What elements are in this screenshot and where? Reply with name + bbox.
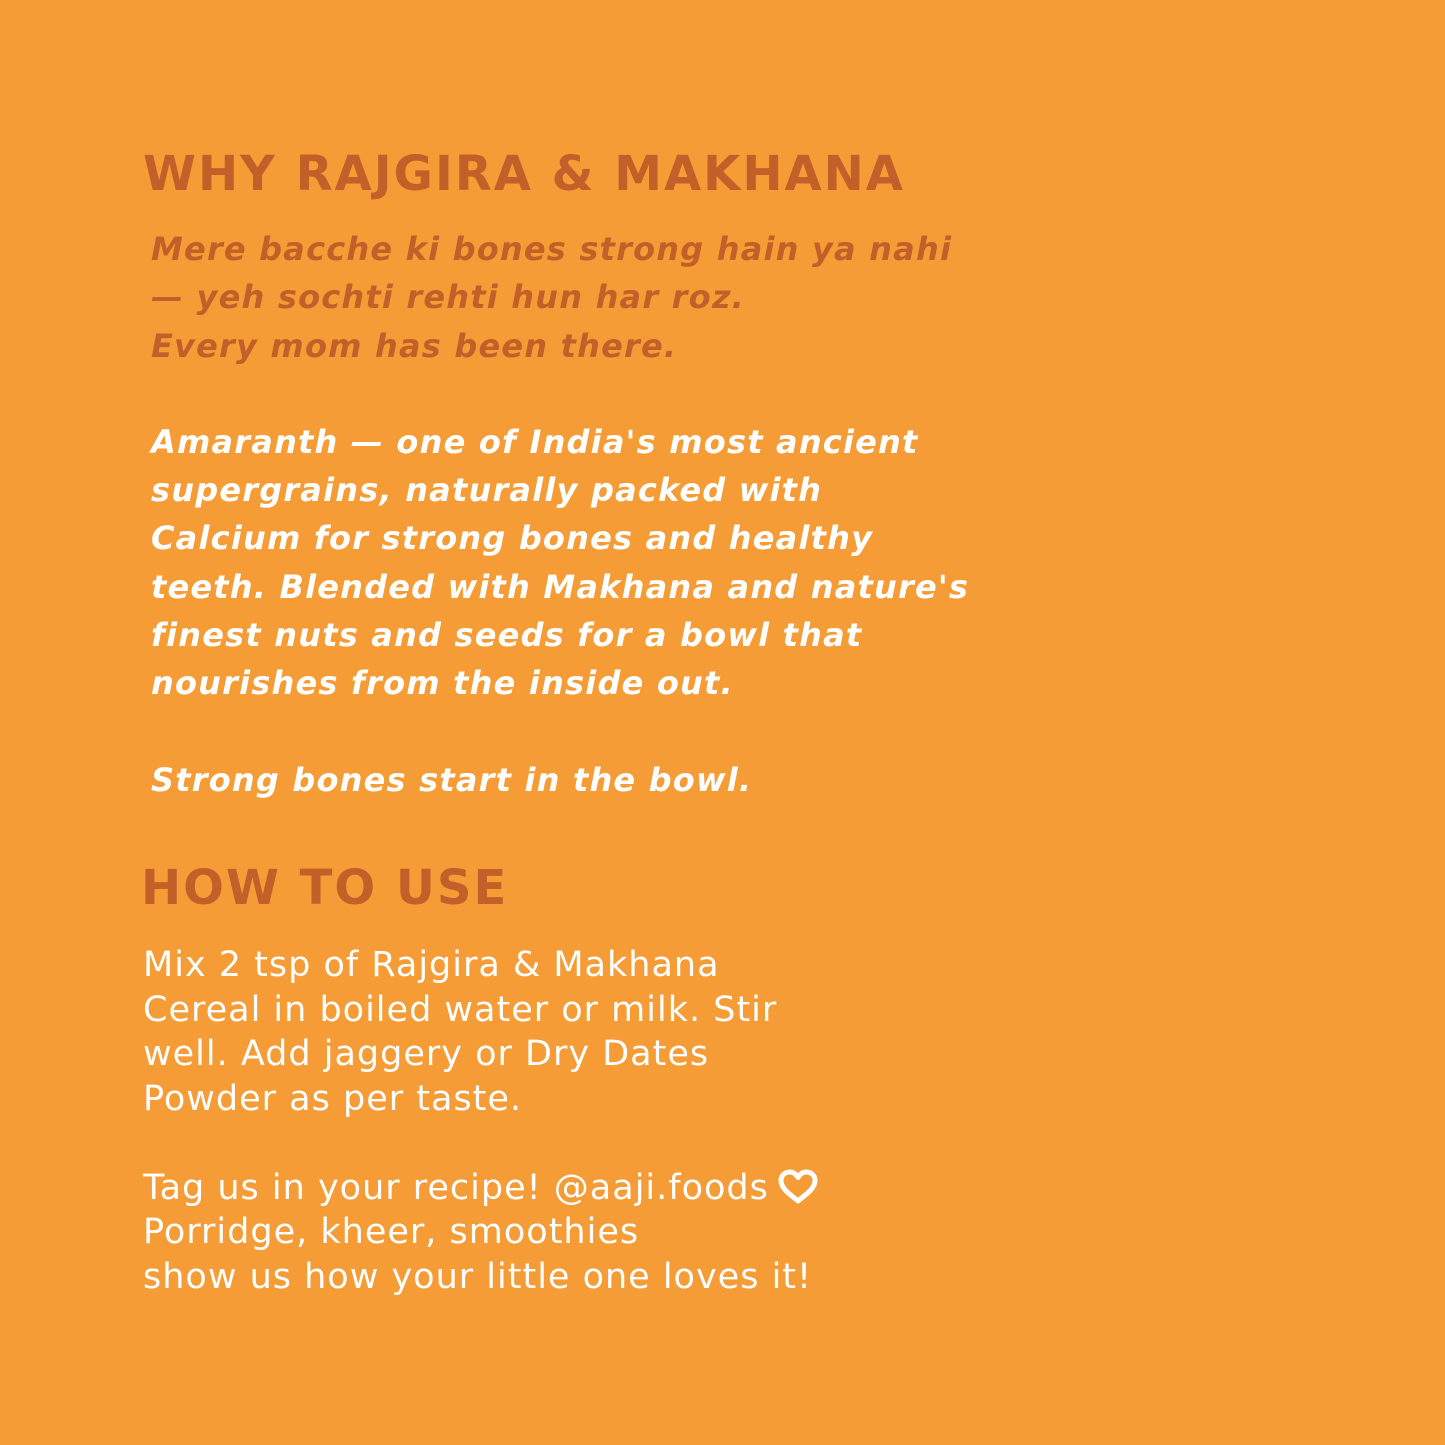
spacer bbox=[143, 1121, 1003, 1166]
body-line: Calcium for strong bones and healthy bbox=[151, 519, 874, 558]
amaranth-paragraph bbox=[151, 418, 1031, 708]
instruction-line: Powder as per taste. bbox=[143, 1078, 523, 1119]
spacer bbox=[151, 370, 1031, 418]
body-line: finest nuts and seeds for a bowl that bbox=[151, 616, 863, 655]
intro-line: Mere bacche ki bones strong hain ya nahi bbox=[151, 230, 953, 268]
body-line: Amaranth — one of India's most ancient bbox=[151, 422, 919, 461]
tag-paragraph bbox=[143, 1166, 1003, 1300]
body-line: nourishes from the inside out. bbox=[151, 664, 734, 703]
tagline bbox=[151, 756, 1031, 804]
closing-line: show us how your little one loves it! bbox=[143, 1256, 813, 1297]
tagline-text: Strong bones start in the bowl. bbox=[151, 760, 753, 799]
body-line: supergrains, naturally packed with bbox=[151, 471, 823, 510]
heart-outline-icon bbox=[777, 1169, 819, 1205]
body-line: teeth. Blended with Makhana and nature's bbox=[151, 567, 970, 606]
instructions-paragraph bbox=[143, 943, 1003, 1121]
closing-line: Porridge, kheer, smoothies bbox=[143, 1212, 640, 1252]
tag-text: Tag us in your recipe! @aaji.foods bbox=[143, 1167, 769, 1208]
instruction-line: Cereal in boiled water or milk. Stir bbox=[143, 989, 778, 1030]
intro-paragraph bbox=[151, 225, 1031, 370]
instruction-line: well. Add jaggery or Dry Dates bbox=[143, 1034, 710, 1074]
how-heading: HOW TO USE bbox=[141, 860, 509, 916]
why-section bbox=[151, 225, 1031, 804]
intro-line: Every mom has been there. bbox=[151, 326, 678, 365]
intro-line: — yeh sochti rehti hun har roz. bbox=[151, 278, 746, 317]
how-section bbox=[143, 943, 1003, 1299]
why-heading: WHY RAJGIRA & MAKHANA bbox=[143, 146, 905, 202]
instruction-line: Mix 2 tsp of Rajgira & Makhana bbox=[143, 945, 720, 985]
tag-line bbox=[143, 1166, 1003, 1211]
spacer bbox=[151, 708, 1031, 756]
